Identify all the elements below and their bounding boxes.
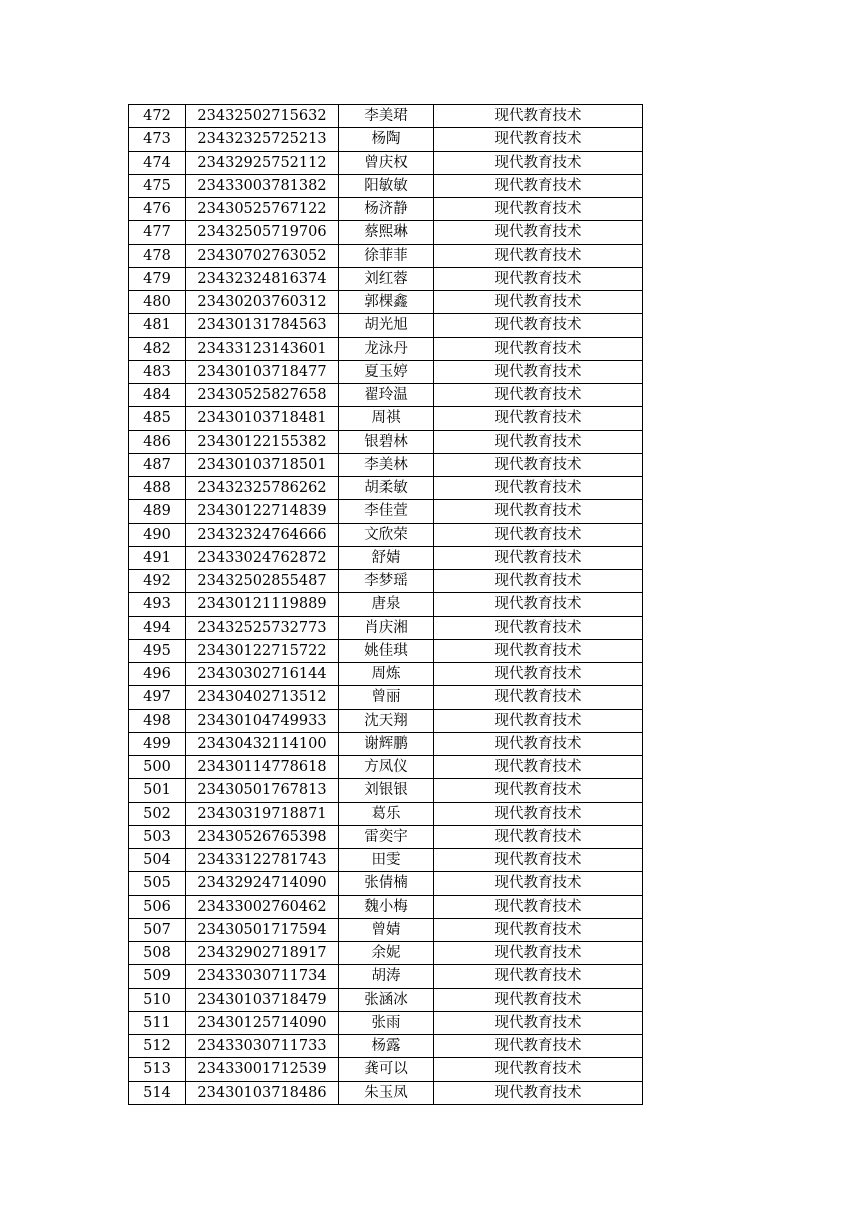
student-name-cell: 龚可以 [339,1058,434,1081]
table-row [129,360,643,383]
student-id-cell: 23432324764666 [186,523,339,546]
major-cell: 现代教育技术 [434,1081,643,1104]
row-number-cell: 507 [129,918,186,941]
table-row [129,756,643,779]
student-id-cell: 23433002760462 [186,895,339,918]
student-id-cell: 23430103718501 [186,453,339,476]
major-cell: 现代教育技术 [434,686,643,709]
table-row [129,1035,643,1058]
student-id-cell: 23430114778618 [186,756,339,779]
major-cell: 现代教育技术 [434,314,643,337]
row-number-cell: 479 [129,267,186,290]
major-cell: 现代教育技术 [434,593,643,616]
student-id-cell: 23430402713512 [186,686,339,709]
student-id-cell: 23433123143601 [186,337,339,360]
row-number-cell: 512 [129,1035,186,1058]
row-number-cell: 497 [129,686,186,709]
row-number-cell: 502 [129,802,186,825]
row-number-cell: 488 [129,477,186,500]
major-cell: 现代教育技术 [434,825,643,848]
row-number-cell: 500 [129,756,186,779]
major-cell: 现代教育技术 [434,128,643,151]
table-row [129,546,643,569]
major-cell: 现代教育技术 [434,105,643,128]
table-row [129,267,643,290]
row-number-cell: 509 [129,965,186,988]
table-row [129,663,643,686]
major-cell: 现代教育技术 [434,221,643,244]
row-number-cell: 489 [129,500,186,523]
student-name-cell: 余妮 [339,942,434,965]
student-id-cell: 23433001712539 [186,1058,339,1081]
major-cell: 现代教育技术 [434,895,643,918]
table-row [129,965,643,988]
student-name-cell: 田雯 [339,849,434,872]
student-id-cell: 23430103718479 [186,988,339,1011]
row-number-cell: 514 [129,1081,186,1104]
row-number-cell: 491 [129,546,186,569]
student-id-cell: 23430432114100 [186,732,339,755]
student-name-cell: 胡光旭 [339,314,434,337]
table-row [129,895,643,918]
roster-table-body [129,105,643,1105]
row-number-cell: 485 [129,407,186,430]
student-name-cell: 唐泉 [339,593,434,616]
table-row [129,918,643,941]
row-number-cell: 478 [129,244,186,267]
major-cell: 现代教育技术 [434,663,643,686]
table-row [129,1081,643,1104]
student-name-cell: 姚佳琪 [339,639,434,662]
student-name-cell: 郭棵鑫 [339,291,434,314]
table-row [129,198,643,221]
major-cell: 现代教育技术 [434,616,643,639]
student-name-cell: 杨济静 [339,198,434,221]
row-number-cell: 498 [129,709,186,732]
row-number-cell: 503 [129,825,186,848]
student-id-cell: 23433003781382 [186,174,339,197]
student-name-cell: 周祺 [339,407,434,430]
student-id-cell: 23430525767122 [186,198,339,221]
table-row [129,825,643,848]
student-name-cell: 朱玉凤 [339,1081,434,1104]
student-id-cell: 23430103718486 [186,1081,339,1104]
student-id-cell: 23430526765398 [186,825,339,848]
student-name-cell: 银碧林 [339,430,434,453]
row-number-cell: 496 [129,663,186,686]
table-row [129,802,643,825]
major-cell: 现代教育技术 [434,1058,643,1081]
major-cell: 现代教育技术 [434,453,643,476]
student-name-cell: 杨露 [339,1035,434,1058]
major-cell: 现代教育技术 [434,384,643,407]
student-id-cell: 23430125714090 [186,1011,339,1034]
student-name-cell: 方凤仪 [339,756,434,779]
major-cell: 现代教育技术 [434,709,643,732]
student-name-cell: 张倩楠 [339,872,434,895]
student-name-cell: 周炼 [339,663,434,686]
row-number-cell: 506 [129,895,186,918]
row-number-cell: 477 [129,221,186,244]
row-number-cell: 473 [129,128,186,151]
student-name-cell: 张雨 [339,1011,434,1034]
student-name-cell: 曾婧 [339,918,434,941]
student-id-cell: 23432925752112 [186,151,339,174]
student-id-cell: 23433030711733 [186,1035,339,1058]
student-id-cell: 23430103718477 [186,360,339,383]
student-name-cell: 刘红蓉 [339,267,434,290]
major-cell: 现代教育技术 [434,872,643,895]
row-number-cell: 508 [129,942,186,965]
major-cell: 现代教育技术 [434,174,643,197]
table-row [129,639,643,662]
major-cell: 现代教育技术 [434,267,643,290]
student-id-cell: 23430501717594 [186,918,339,941]
student-id-cell: 23432924714090 [186,872,339,895]
table-row [129,523,643,546]
student-name-cell: 胡柔敏 [339,477,434,500]
student-name-cell: 李梦瑶 [339,570,434,593]
table-row [129,849,643,872]
student-id-cell: 23430131784563 [186,314,339,337]
student-id-cell: 23430525827658 [186,384,339,407]
student-name-cell: 杨陶 [339,128,434,151]
table-row [129,384,643,407]
major-cell: 现代教育技术 [434,291,643,314]
row-number-cell: 504 [129,849,186,872]
row-number-cell: 483 [129,360,186,383]
table-row [129,151,643,174]
major-cell: 现代教育技术 [434,198,643,221]
student-id-cell: 23432325725213 [186,128,339,151]
roster-table [128,104,643,1105]
student-id-cell: 23430501767813 [186,779,339,802]
student-id-cell: 23432325786262 [186,477,339,500]
table-row [129,128,643,151]
row-number-cell: 472 [129,105,186,128]
row-number-cell: 492 [129,570,186,593]
student-name-cell: 魏小梅 [339,895,434,918]
student-id-cell: 23432324816374 [186,267,339,290]
student-id-cell: 23430203760312 [186,291,339,314]
table-row [129,244,643,267]
student-name-cell: 雷奕宇 [339,825,434,848]
row-number-cell: 499 [129,732,186,755]
row-number-cell: 513 [129,1058,186,1081]
table-row [129,1011,643,1034]
row-number-cell: 474 [129,151,186,174]
table-row [129,500,643,523]
student-name-cell: 李美林 [339,453,434,476]
major-cell: 现代教育技术 [434,546,643,569]
student-name-cell: 曾丽 [339,686,434,709]
row-number-cell: 476 [129,198,186,221]
table-row [129,1058,643,1081]
major-cell: 现代教育技术 [434,570,643,593]
student-name-cell: 胡涛 [339,965,434,988]
table-row [129,593,643,616]
row-number-cell: 475 [129,174,186,197]
student-id-cell: 23432505719706 [186,221,339,244]
student-id-cell: 23430302716144 [186,663,339,686]
student-name-cell: 谢辉鹏 [339,732,434,755]
student-name-cell: 翟玲温 [339,384,434,407]
major-cell: 现代教育技术 [434,523,643,546]
student-id-cell: 23430104749933 [186,709,339,732]
student-name-cell: 李佳萱 [339,500,434,523]
table-row [129,872,643,895]
major-cell: 现代教育技术 [434,802,643,825]
student-name-cell: 肖庆湘 [339,616,434,639]
row-number-cell: 481 [129,314,186,337]
table-row [129,709,643,732]
table-row [129,942,643,965]
row-number-cell: 505 [129,872,186,895]
student-name-cell: 阳敏敏 [339,174,434,197]
student-name-cell: 龙泳丹 [339,337,434,360]
student-name-cell: 张涵冰 [339,988,434,1011]
major-cell: 现代教育技术 [434,151,643,174]
student-id-cell: 23432502715632 [186,105,339,128]
student-id-cell: 23432525732773 [186,616,339,639]
table-row [129,988,643,1011]
table-row [129,337,643,360]
student-name-cell: 舒婧 [339,546,434,569]
major-cell: 现代教育技术 [434,407,643,430]
row-number-cell: 486 [129,430,186,453]
major-cell: 现代教育技术 [434,360,643,383]
table-row [129,616,643,639]
major-cell: 现代教育技术 [434,942,643,965]
table-row [129,430,643,453]
student-name-cell: 沈天翔 [339,709,434,732]
table-row [129,570,643,593]
table-row [129,779,643,802]
table-row [129,314,643,337]
row-number-cell: 501 [129,779,186,802]
row-number-cell: 482 [129,337,186,360]
table-row [129,407,643,430]
student-id-cell: 23430122155382 [186,430,339,453]
student-name-cell: 夏玉婷 [339,360,434,383]
table-row [129,477,643,500]
student-id-cell: 23432902718917 [186,942,339,965]
major-cell: 现代教育技术 [434,244,643,267]
row-number-cell: 490 [129,523,186,546]
row-number-cell: 480 [129,291,186,314]
major-cell: 现代教育技术 [434,1011,643,1034]
student-id-cell: 23430122714839 [186,500,339,523]
major-cell: 现代教育技术 [434,477,643,500]
major-cell: 现代教育技术 [434,779,643,802]
student-id-cell: 23433024762872 [186,546,339,569]
table-row [129,732,643,755]
student-id-cell: 23433030711734 [186,965,339,988]
major-cell: 现代教育技术 [434,1035,643,1058]
row-number-cell: 511 [129,1011,186,1034]
student-id-cell: 23430103718481 [186,407,339,430]
row-number-cell: 487 [129,453,186,476]
major-cell: 现代教育技术 [434,430,643,453]
major-cell: 现代教育技术 [434,988,643,1011]
table-row [129,291,643,314]
major-cell: 现代教育技术 [434,732,643,755]
student-id-cell: 23430702763052 [186,244,339,267]
table-row [129,105,643,128]
student-id-cell: 23432502855487 [186,570,339,593]
student-name-cell: 文欣荣 [339,523,434,546]
student-id-cell: 23430319718871 [186,802,339,825]
table-row [129,174,643,197]
student-name-cell: 李美珺 [339,105,434,128]
student-id-cell: 23430122715722 [186,639,339,662]
major-cell: 现代教育技术 [434,500,643,523]
student-name-cell: 徐菲菲 [339,244,434,267]
major-cell: 现代教育技术 [434,918,643,941]
table-row [129,221,643,244]
row-number-cell: 484 [129,384,186,407]
major-cell: 现代教育技术 [434,756,643,779]
major-cell: 现代教育技术 [434,639,643,662]
table-row [129,453,643,476]
row-number-cell: 495 [129,639,186,662]
student-name-cell: 葛乐 [339,802,434,825]
student-name-cell: 曾庆权 [339,151,434,174]
table-row [129,686,643,709]
row-number-cell: 494 [129,616,186,639]
major-cell: 现代教育技术 [434,337,643,360]
major-cell: 现代教育技术 [434,849,643,872]
row-number-cell: 493 [129,593,186,616]
student-name-cell: 蔡熙琳 [339,221,434,244]
row-number-cell: 510 [129,988,186,1011]
student-name-cell: 刘银银 [339,779,434,802]
student-id-cell: 23433122781743 [186,849,339,872]
student-id-cell: 23430121119889 [186,593,339,616]
major-cell: 现代教育技术 [434,965,643,988]
